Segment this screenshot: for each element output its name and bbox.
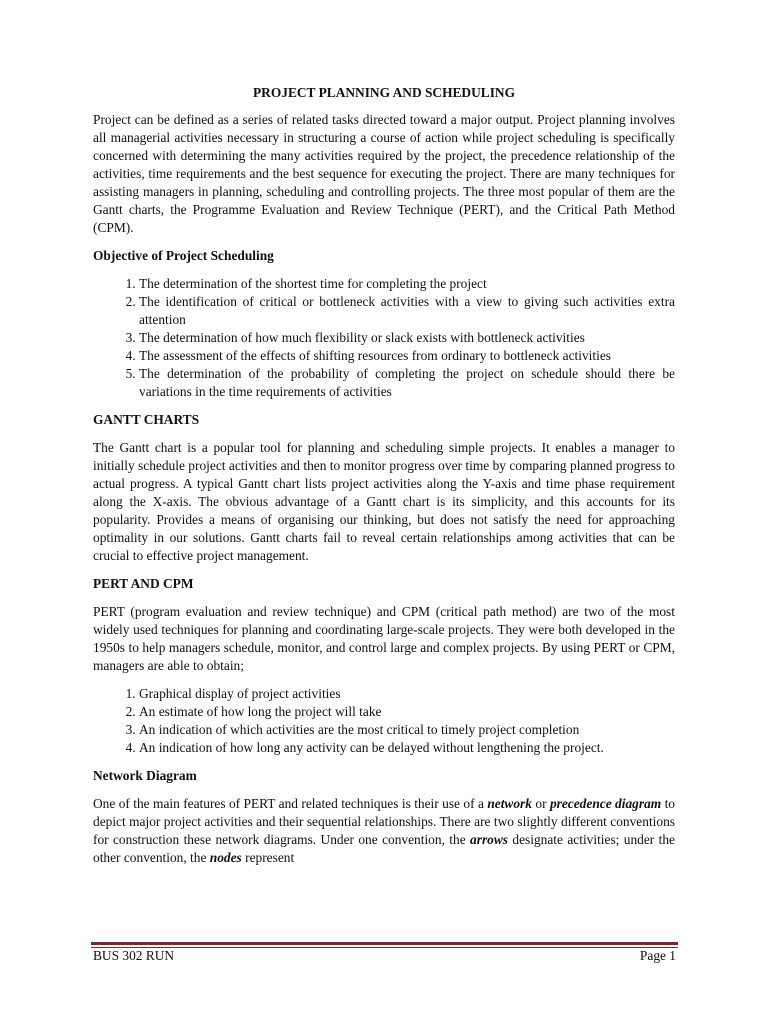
- list-item: 3. An indication of which activities are the most critical to timely project completion: [139, 721, 675, 739]
- intro-paragraph: Project can be defined as a series of related tasks directed toward a major output. Project planning involves all managerial activities necessary in structuring a course of action while project scheduling is specifically concerned with determining the many activities required by the project, the precedence relationship of the activities, time requirements and the best sequence for executing the project. There are many techniques for assisting managers in planning, scheduling and controlling projects. The three most popular of them are the Gantt charts, the Programme Evaluation and Review Technique (PERT), and the Critical Path Method (CPM).: [93, 112, 675, 235]
- footer-rule-thick: [91, 942, 678, 945]
- objective-list: [93, 275, 675, 401]
- footer-course-code: BUS 302 RUN: [93, 948, 175, 963]
- precedence-diagram-emphasis: precedence diagram: [549, 796, 662, 811]
- arrows-emphasis: arrows: [470, 832, 509, 847]
- pert-list: [93, 685, 675, 757]
- network-text-1: One of the main features of PERT and related techniques is their use of a: [93, 796, 488, 811]
- pert-heading: PERT AND CPM: [93, 576, 194, 591]
- list-item: 2. An estimate of how long the project will take: [139, 703, 675, 721]
- network-emphasis: network: [487, 796, 532, 811]
- page-title: PROJECT PLANNING AND SCHEDULING: [252, 85, 516, 100]
- gantt-heading: GANTT CHARTS: [93, 412, 200, 427]
- list-item: 1. The determination of the shortest time for completing the project: [139, 275, 675, 293]
- list-item: 2. The identification of critical or bottleneck activities with a view to giving such activities extra attention: [139, 293, 675, 329]
- network-text-2: or: [531, 796, 550, 811]
- footer-rule-thin: [91, 947, 678, 948]
- nodes-emphasis: nodes: [209, 850, 242, 865]
- list-item: 5. The determination of the probability of completing the project on schedule should there be variations in the time requirements of activities: [139, 365, 675, 401]
- list-item: 3. The determination of how much flexibility or slack exists with bottleneck activities: [139, 329, 675, 347]
- network-text-3: to depict major project activities and their sequential relationships. There are two slightly different conventions for construction these network diagrams. Under one convention, the: [93, 796, 676, 847]
- gantt-paragraph: The Gantt chart is a popular tool for planning and scheduling simple projects. It enables a manager to initially schedule project activities and then to monitor progress over time by comparing planned progress to actual progress. A typical Gantt chart lists project activities along the Y-axis and time phase requirement along the X-axis. The obvious advantage of a Gantt chart is its simplicity, and this accounts for its popularity. Provides a means of organising our thinking, but does not satisfy the need for approaching optimality in our solutions. Gantt charts fail to reveal certain relationships among activities that can be crucial to effective project management.: [93, 440, 675, 563]
- network-text-5: represent: [241, 850, 295, 865]
- network-heading: Network Diagram: [93, 768, 197, 783]
- document-page: [93, 84, 675, 877]
- list-item: 4. The assessment of the effects of shifting resources from ordinary to bottleneck activities: [139, 347, 675, 365]
- footer-page-number: Page 1: [639, 948, 676, 963]
- list-item: 4. An indication of how long any activity can be delayed without lengthening the project.: [139, 739, 675, 757]
- objective-heading: Objective of Project Scheduling: [93, 248, 274, 263]
- pert-paragraph: PERT (program evaluation and review technique) and CPM (critical path method) are two of the most widely used techniques for planning and coordinating large-scale projects. They were both developed in the 1950s to help managers schedule, monitor, and control large and complex projects. By using PERT or CPM, managers are able to obtain;: [93, 604, 675, 673]
- network-paragraph: [93, 795, 675, 867]
- list-item: 1. Graphical display of project activities: [139, 685, 675, 703]
- network-text-4: designate activities; under the other convention, the: [93, 832, 676, 865]
